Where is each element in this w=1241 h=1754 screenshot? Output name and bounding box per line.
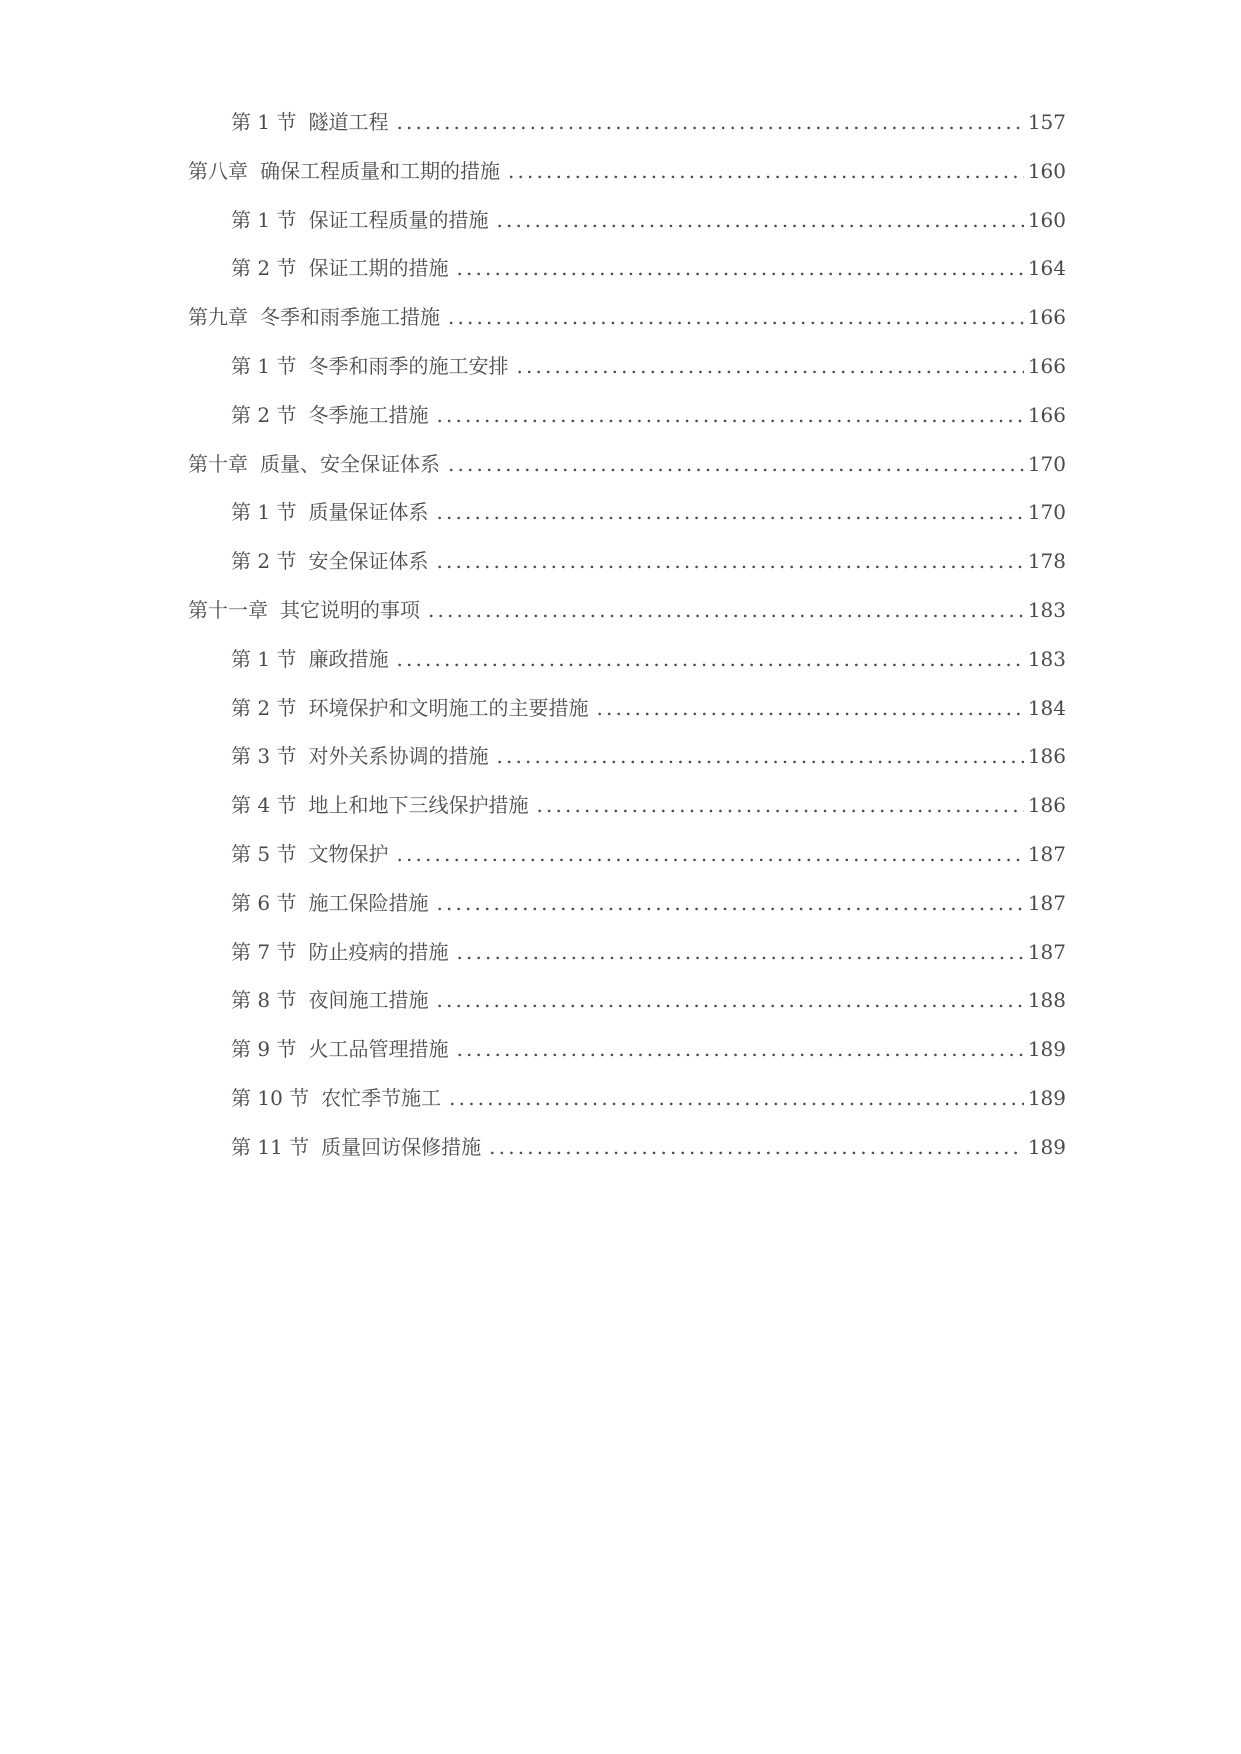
toc-chapter-entry[interactable] bbox=[188, 586, 1066, 635]
toc-entry-title: 保证工期的措施 bbox=[308, 256, 449, 281]
toc-entry-title: 环境保护和文明施工的主要措施 bbox=[308, 695, 589, 720]
toc-section-entry[interactable] bbox=[188, 196, 1066, 245]
toc-entry-title: 文物保护 bbox=[308, 841, 389, 866]
toc-entry-title: 对外关系协调的措施 bbox=[308, 744, 489, 769]
toc-dot-leader bbox=[396, 635, 1023, 684]
toc-dot-leader bbox=[436, 976, 1023, 1025]
toc-entry-title: 质量保证体系 bbox=[308, 500, 429, 525]
toc-entry-number: 第 6 节 bbox=[231, 890, 297, 915]
toc-entry-title: 隧道工程 bbox=[308, 110, 389, 134]
table-of-contents bbox=[188, 98, 1066, 1172]
toc-entry-number: 第 1 节 bbox=[231, 500, 297, 525]
toc-dot-leader bbox=[489, 1123, 1024, 1172]
toc-section-entry[interactable] bbox=[188, 1025, 1066, 1074]
toc-entry-number: 第八章 bbox=[188, 158, 248, 183]
toc-entry-page-number: 186 bbox=[1027, 793, 1066, 818]
toc-section-entry[interactable] bbox=[188, 391, 1066, 440]
toc-entry-number: 第 9 节 bbox=[231, 1037, 297, 1062]
toc-entry-page-number: 187 bbox=[1027, 939, 1066, 964]
toc-entry-page-number: 160 bbox=[1027, 207, 1066, 232]
toc-entry-page-number: 189 bbox=[1027, 1085, 1066, 1110]
toc-dot-leader bbox=[396, 98, 1023, 147]
toc-entry-title: 地上和地下三线保护措施 bbox=[308, 793, 529, 818]
toc-section-entry[interactable] bbox=[188, 342, 1066, 391]
toc-entry-number: 第十一章 bbox=[188, 597, 268, 622]
toc-dot-leader bbox=[436, 879, 1023, 928]
toc-section-entry[interactable] bbox=[188, 635, 1066, 684]
toc-entry-page-number: 166 bbox=[1027, 353, 1066, 378]
toc-dot-leader bbox=[536, 781, 1023, 830]
toc-dot-leader bbox=[448, 440, 1024, 489]
toc-entry-number: 第 2 节 bbox=[231, 256, 297, 281]
toc-entry-page-number: 160 bbox=[1027, 158, 1066, 183]
toc-entry-page-number: 186 bbox=[1027, 744, 1066, 769]
toc-dot-leader bbox=[496, 196, 1023, 245]
toc-entry-number: 第 1 节 bbox=[231, 110, 297, 134]
toc-entry-title: 施工保险措施 bbox=[308, 890, 429, 915]
toc-entry-number: 第 1 节 bbox=[231, 646, 297, 671]
toc-entry-page-number: 189 bbox=[1027, 1134, 1066, 1159]
toc-dot-leader bbox=[456, 1025, 1023, 1074]
toc-entry-title: 农忙季节施工 bbox=[321, 1085, 442, 1110]
toc-section-entry[interactable] bbox=[188, 976, 1066, 1025]
toc-entry-title: 冬季和雨季施工措施 bbox=[260, 305, 440, 330]
toc-entry-page-number: 166 bbox=[1027, 402, 1066, 427]
toc-section-entry[interactable] bbox=[188, 244, 1066, 293]
toc-section-entry[interactable] bbox=[188, 928, 1066, 977]
toc-section-entry[interactable] bbox=[188, 684, 1066, 733]
toc-chapter-entry[interactable] bbox=[188, 147, 1066, 196]
toc-dot-leader bbox=[449, 1074, 1024, 1123]
toc-section-entry[interactable] bbox=[188, 537, 1066, 586]
toc-dot-leader bbox=[396, 830, 1023, 879]
toc-entry-title: 夜间施工措施 bbox=[308, 988, 429, 1013]
toc-entry-page-number: 157 bbox=[1027, 110, 1066, 134]
toc-section-entry[interactable] bbox=[188, 488, 1066, 537]
toc-entry-page-number: 187 bbox=[1027, 890, 1066, 915]
toc-entry-number: 第 2 节 bbox=[231, 695, 297, 720]
toc-entry-number: 第 4 节 bbox=[231, 793, 297, 818]
toc-entry-title: 防止疫病的措施 bbox=[308, 939, 449, 964]
toc-dot-leader bbox=[456, 244, 1023, 293]
toc-entry-title: 其它说明的事项 bbox=[280, 597, 420, 622]
toc-dot-leader bbox=[448, 293, 1024, 342]
toc-entry-page-number: 178 bbox=[1027, 549, 1066, 574]
toc-entry-page-number: 189 bbox=[1027, 1037, 1066, 1062]
toc-section-entry[interactable] bbox=[188, 879, 1066, 928]
toc-entry-number: 第 5 节 bbox=[231, 841, 297, 866]
toc-section-entry[interactable] bbox=[188, 1074, 1066, 1123]
toc-dot-leader bbox=[508, 147, 1024, 196]
toc-entry-title: 冬季和雨季的施工安排 bbox=[308, 353, 509, 378]
toc-entry-number: 第 1 节 bbox=[231, 353, 297, 378]
toc-entry-number: 第 2 节 bbox=[231, 402, 297, 427]
toc-entry-number: 第 11 节 bbox=[231, 1134, 310, 1159]
toc-entry-page-number: 188 bbox=[1027, 988, 1066, 1013]
toc-entry-number: 第十章 bbox=[188, 451, 248, 476]
toc-dot-leader bbox=[436, 488, 1023, 537]
toc-dot-leader bbox=[436, 537, 1023, 586]
toc-entry-number: 第 7 节 bbox=[231, 939, 297, 964]
toc-section-entry[interactable] bbox=[188, 830, 1066, 879]
toc-dot-leader bbox=[456, 928, 1023, 977]
toc-section-entry[interactable] bbox=[188, 1123, 1066, 1172]
toc-entry-number: 第 3 节 bbox=[231, 744, 297, 769]
toc-entry-page-number: 187 bbox=[1027, 841, 1066, 866]
toc-entry-title: 冬季施工措施 bbox=[308, 402, 429, 427]
toc-entry-title: 火工品管理措施 bbox=[308, 1037, 449, 1062]
toc-entry-page-number: 164 bbox=[1027, 256, 1066, 281]
toc-entry-page-number: 183 bbox=[1027, 597, 1066, 622]
toc-section-entry[interactable] bbox=[188, 781, 1066, 830]
toc-dot-leader bbox=[428, 586, 1024, 635]
toc-entry-title: 廉政措施 bbox=[308, 646, 389, 671]
toc-entry-number: 第九章 bbox=[188, 305, 248, 330]
toc-entry-page-number: 170 bbox=[1027, 451, 1066, 476]
toc-entry-page-number: 184 bbox=[1027, 695, 1066, 720]
toc-section-entry[interactable] bbox=[188, 98, 1066, 147]
toc-entry-title: 质量回访保修措施 bbox=[321, 1134, 482, 1159]
toc-entry-page-number: 166 bbox=[1027, 305, 1066, 330]
toc-entry-number: 第 2 节 bbox=[231, 549, 297, 574]
toc-entry-title: 确保工程质量和工期的措施 bbox=[260, 158, 500, 183]
toc-entry-title: 保证工程质量的措施 bbox=[308, 207, 489, 232]
toc-entry-title: 安全保证体系 bbox=[308, 549, 429, 574]
toc-dot-leader bbox=[436, 391, 1023, 440]
toc-entry-number: 第 10 节 bbox=[231, 1085, 310, 1110]
toc-dot-leader bbox=[596, 684, 1023, 733]
toc-entry-page-number: 183 bbox=[1027, 646, 1066, 671]
toc-section-entry[interactable] bbox=[188, 732, 1066, 781]
toc-chapter-entry[interactable] bbox=[188, 440, 1066, 489]
toc-entry-number: 第 8 节 bbox=[231, 988, 297, 1013]
toc-entry-title: 质量、安全保证体系 bbox=[260, 451, 440, 476]
toc-entry-page-number: 170 bbox=[1027, 500, 1066, 525]
toc-entry-number: 第 1 节 bbox=[231, 207, 297, 232]
toc-chapter-entry[interactable] bbox=[188, 293, 1066, 342]
toc-dot-leader bbox=[496, 732, 1023, 781]
toc-dot-leader bbox=[516, 342, 1023, 391]
